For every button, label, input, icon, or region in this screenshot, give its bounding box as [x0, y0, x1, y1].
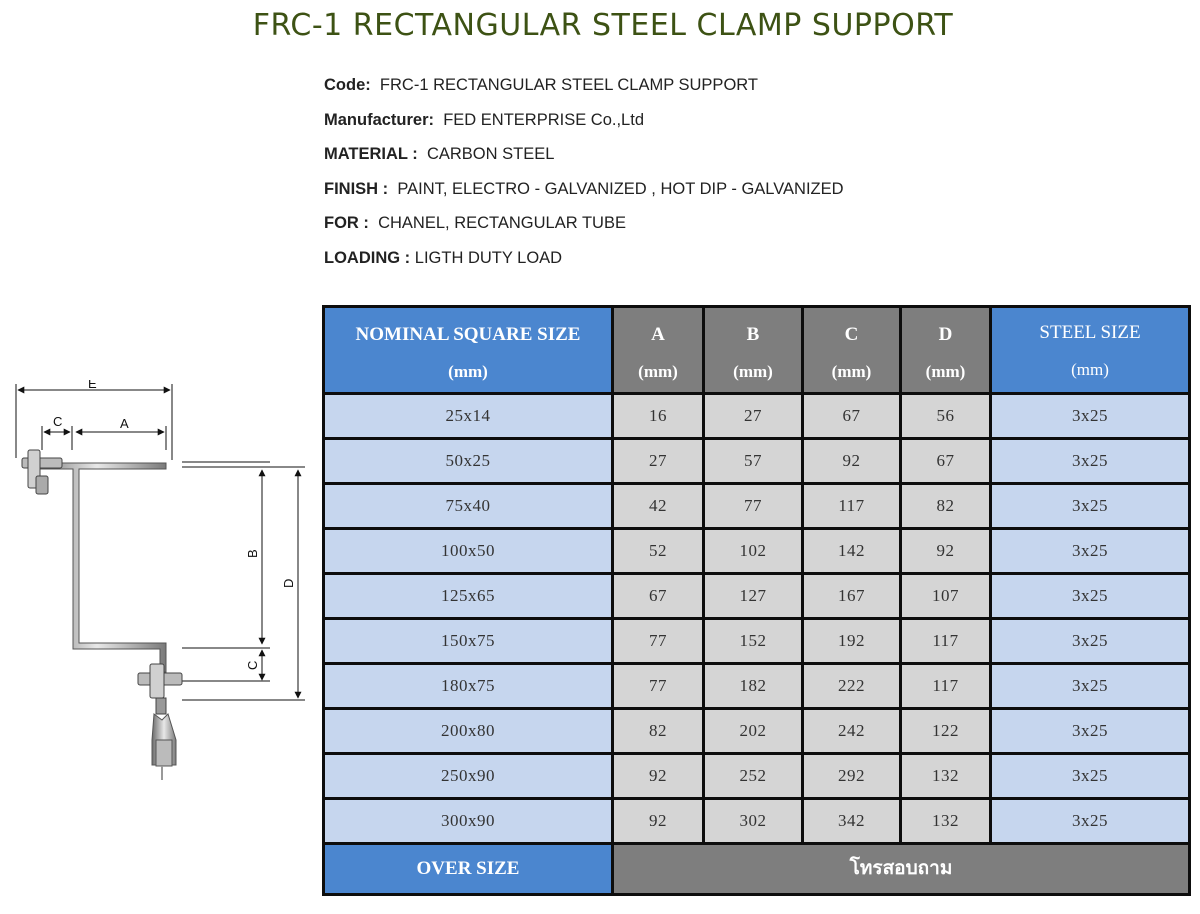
spec-label: MATERIAL : [324, 145, 418, 163]
table-cell: 222 [804, 665, 902, 710]
header-unit: (mm) [448, 362, 488, 381]
table-row [325, 710, 1188, 755]
dimension-label: C [53, 414, 63, 429]
clamp-diagram [0, 380, 310, 800]
header-unit: (mm) [733, 362, 773, 381]
spec-list [324, 74, 844, 281]
table-row [325, 530, 1188, 575]
dimension-label: D [281, 578, 296, 588]
table-cell: 67 [804, 395, 902, 440]
table-cell: 125x65 [325, 575, 614, 620]
table-cell: 50x25 [325, 440, 614, 485]
table-row [325, 440, 1188, 485]
spec-value: FRC-1 RECTANGULAR STEEL CLAMP SUPPORT [379, 76, 758, 94]
header-title: B [746, 324, 760, 345]
spec-material [324, 143, 844, 178]
table-cell: 242 [804, 710, 902, 755]
table-cell: 57 [705, 440, 804, 485]
table-cell: 75x40 [325, 485, 614, 530]
table-cell: 300x90 [325, 800, 614, 845]
table-cell: 3x25 [992, 755, 1188, 800]
table-cell: 100x50 [325, 530, 614, 575]
header-title: C [844, 324, 859, 345]
table-row [325, 620, 1188, 665]
header-unit: (mm) [925, 362, 966, 381]
table-cell: 77 [614, 665, 705, 710]
table-cell: 180x75 [325, 665, 614, 710]
table-cell: 67 [902, 440, 992, 485]
table-cell: 16 [614, 395, 705, 440]
table-cell: 117 [902, 665, 992, 710]
table-cell: 3x25 [992, 440, 1188, 485]
spec-value: CARBON STEEL [426, 145, 555, 163]
table-cell: 167 [804, 575, 902, 620]
table-cell: 117 [804, 485, 902, 530]
spec-label: Manufacturer: [324, 110, 435, 129]
header-title: STEEL SIZE [1039, 322, 1141, 343]
table-cell: 92 [614, 755, 705, 800]
table-cell: 27 [705, 395, 804, 440]
spec-value: FED ENTERPRISE Co.,Ltd [443, 110, 644, 129]
table-cell: 342 [804, 800, 902, 845]
table-row [325, 755, 1188, 800]
over-size-label: OVER SIZE [325, 845, 614, 893]
table-cell: 132 [902, 800, 992, 845]
spec-loading [324, 247, 844, 282]
table-cell: 92 [804, 440, 902, 485]
column-header [804, 308, 902, 395]
table-cell: 92 [902, 530, 992, 575]
table-cell: 152 [705, 620, 804, 665]
spec-value: CHANEL, RECTANGULAR TUBE [378, 214, 626, 232]
spec-label: LOADING : [324, 248, 411, 267]
table-cell: 127 [705, 575, 804, 620]
table-cell: 25x14 [325, 395, 614, 440]
header-unit: (mm) [831, 362, 872, 381]
column-header [325, 308, 614, 395]
table-cell: 292 [804, 755, 902, 800]
table-row [325, 395, 1188, 440]
table-cell: 107 [902, 575, 992, 620]
table-row [325, 665, 1188, 710]
table-cell: 42 [614, 485, 705, 530]
table-cell: 82 [902, 485, 992, 530]
table-row [325, 800, 1188, 845]
spec-manufacturer [324, 109, 844, 144]
column-header [705, 308, 804, 395]
page-title: FRC-1 RECTANGULAR STEEL CLAMP SUPPORT [252, 8, 954, 43]
header-title: NOMINAL SQUARE SIZE [355, 324, 581, 345]
spec-value: LIGTH DUTY LOAD [414, 248, 563, 267]
table-row [325, 485, 1188, 530]
dimension-label: A [120, 416, 129, 431]
dimension-label: E [88, 380, 97, 391]
table-cell: 182 [705, 665, 804, 710]
table-cell: 82 [614, 710, 705, 755]
table-cell: 3x25 [992, 800, 1188, 845]
table-header-row [325, 308, 1188, 395]
dimension-label: B [245, 549, 260, 558]
table-row [325, 575, 1188, 620]
table-cell: 192 [804, 620, 902, 665]
table-cell: 142 [804, 530, 902, 575]
table-cell: 3x25 [992, 395, 1188, 440]
size-table [322, 305, 1191, 896]
table-cell: 132 [902, 755, 992, 800]
header-unit: (mm) [638, 362, 678, 381]
table-footer-row [325, 845, 1188, 893]
table-cell: 3x25 [992, 575, 1188, 620]
header-title: D [938, 324, 953, 345]
header-unit: (mm) [1071, 360, 1109, 379]
header-title: A [651, 324, 665, 345]
table-cell: 67 [614, 575, 705, 620]
table-cell: 252 [705, 755, 804, 800]
dimension-label: C [245, 660, 260, 670]
table-cell: 3x25 [992, 620, 1188, 665]
table-cell: 56 [902, 395, 992, 440]
table-cell: 52 [614, 530, 705, 575]
spec-label: Code: [324, 76, 371, 94]
table-cell: 3x25 [992, 530, 1188, 575]
table-cell: 102 [705, 530, 804, 575]
table-cell: 302 [705, 800, 804, 845]
table-cell: 77 [614, 620, 705, 665]
table-cell: 117 [902, 620, 992, 665]
column-header [992, 308, 1188, 395]
spec-for [324, 212, 844, 247]
table-cell: 250x90 [325, 755, 614, 800]
table-cell: 77 [705, 485, 804, 530]
table-cell: 27 [614, 440, 705, 485]
spec-finish [324, 178, 844, 213]
over-size-value: โทรสอบถาม [614, 845, 1188, 893]
column-header [902, 308, 992, 395]
table-cell: 150x75 [325, 620, 614, 665]
table-cell: 92 [614, 800, 705, 845]
spec-label: FOR : [324, 214, 369, 232]
spec-value: PAINT, ELECTRO - GALVANIZED , HOT DIP - GALVANIZED [397, 179, 844, 198]
spec-label: FINISH : [324, 179, 389, 198]
table-cell: 3x25 [992, 485, 1188, 530]
table-cell: 122 [902, 710, 992, 755]
spec-code [324, 74, 844, 109]
table-cell: 202 [705, 710, 804, 755]
table-cell: 3x25 [992, 665, 1188, 710]
table-cell: 200x80 [325, 710, 614, 755]
table-cell: 3x25 [992, 710, 1188, 755]
column-header [614, 308, 705, 395]
